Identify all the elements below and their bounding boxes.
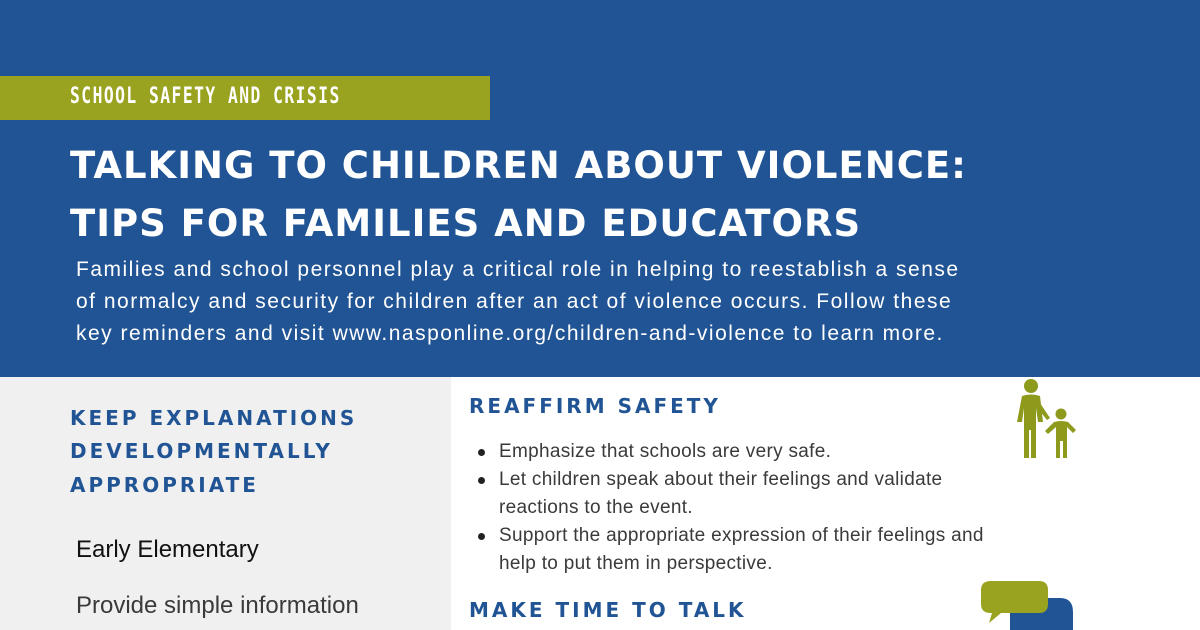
section-heading-make-time-to-talk: MAKE TIME TO TALK <box>469 598 747 622</box>
bullet-text-line: Emphasize that schools are very safe. <box>499 441 832 462</box>
speech-bubbles-icon <box>975 578 1075 630</box>
bullet-text-line: reactions to the event. <box>499 497 693 518</box>
safety-bullet-list <box>478 438 984 578</box>
title-line-2: TIPS FOR FAMILIES AND EDUCATORS <box>70 202 862 245</box>
intro-line-2: of normalcy and security for children after an act of violence occurs. Follow these <box>76 290 953 313</box>
age-group-body: Provide simple information <box>76 592 359 619</box>
bullet-dot <box>478 477 485 484</box>
section-heading-reaffirm-safety: REAFFIRM SAFETY <box>469 394 721 418</box>
bullet-item <box>478 522 984 578</box>
intro-line-3: key reminders and visit www.nasponline.org/children-and-violence to learn more. <box>76 322 944 345</box>
category-label: SCHOOL SAFETY AND CRISIS <box>70 84 341 109</box>
title-line-1: TALKING TO CHILDREN ABOUT VIOLENCE: <box>70 144 967 187</box>
left-heading-line-1: KEEP EXPLANATIONS <box>70 406 358 430</box>
bullet-item <box>478 466 984 522</box>
bullet-dot <box>478 533 485 540</box>
bullet-text-line: help to put them in perspective. <box>499 553 773 574</box>
bullet-item <box>478 438 984 466</box>
bullet-text-line: Support the appropriate expression of their feelings and <box>499 525 984 546</box>
bullet-dot <box>478 449 485 456</box>
intro-line-1: Families and school personnel play a critical role in helping to reestablish a sense <box>76 258 960 281</box>
left-heading-line-3: APPROPRIATE <box>70 473 259 497</box>
left-heading-line-2: DEVELOPMENTALLY <box>70 439 333 463</box>
family-icon <box>1005 378 1080 462</box>
bullet-text-line: Let children speak about their feelings and validate <box>499 469 943 490</box>
age-group-subheading: Early Elementary <box>76 536 259 563</box>
